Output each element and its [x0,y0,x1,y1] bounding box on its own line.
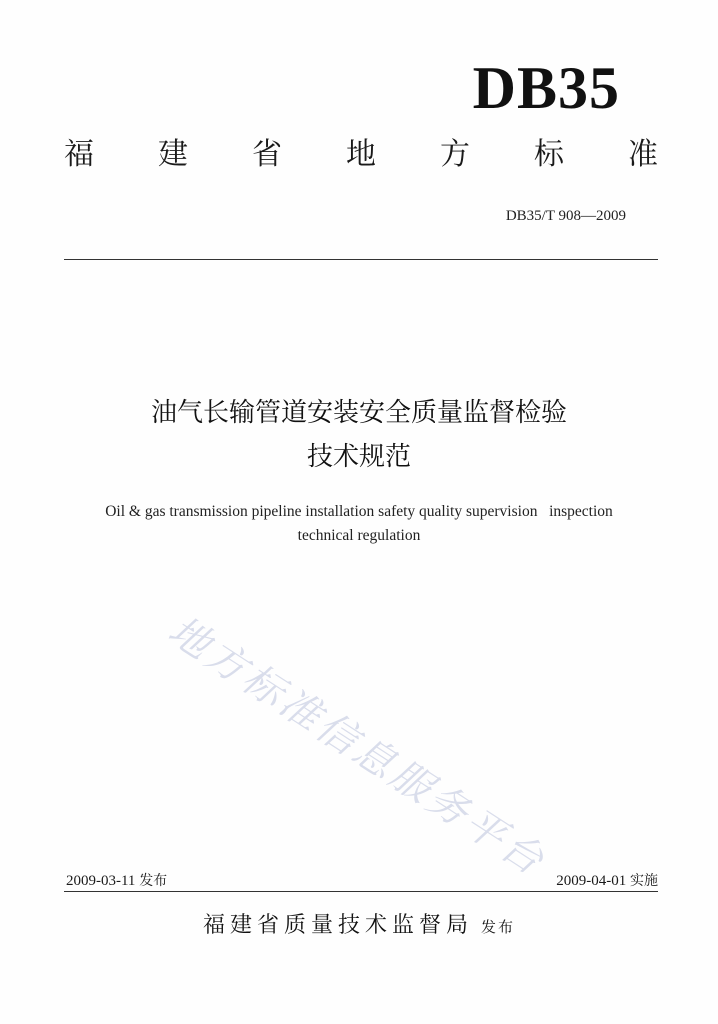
title-chinese-line-1: 油气长输管道安装安全质量监督检验 [150,398,567,428]
issue-date-block [66,870,167,890]
standard-code-mark: DB35 [472,55,620,121]
title-english-line-1: Oil & gas transmission pipeline installation safety quality supervision inspection [105,503,613,520]
effective-date-block [556,870,658,890]
title-chinese-line-2: 技术规范 [306,442,411,472]
title-english-line-2: technical regulation [297,527,421,544]
standard-number: DB35/T 908—2009 [505,208,626,224]
standard-type-char: 建 [158,137,188,172]
issue-date: 2009-03-11 [66,873,136,889]
standard-type-char: 方 [440,137,470,172]
standard-type-char: 地 [346,137,376,172]
title-english [40,500,678,548]
standard-type-heading [64,137,658,172]
issue-label: 发布 [139,873,168,889]
footer-divider [64,891,658,892]
watermark-text: 地方标准信息服务平台 [160,607,555,886]
publisher-action: 发布 [481,918,516,936]
standard-type-char: 省 [252,137,282,172]
date-row [66,870,658,890]
publisher-name: 福建省质量技术监督局 [202,913,473,938]
standard-type-char: 福 [64,137,94,172]
title-chinese [0,391,718,479]
standard-type-char: 准 [628,137,658,172]
header-divider [64,259,658,260]
effective-date: 2009-04-01 [556,873,627,889]
standard-type-char: 标 [534,137,564,172]
effective-label: 实施 [630,873,658,889]
publisher-line [0,908,718,939]
